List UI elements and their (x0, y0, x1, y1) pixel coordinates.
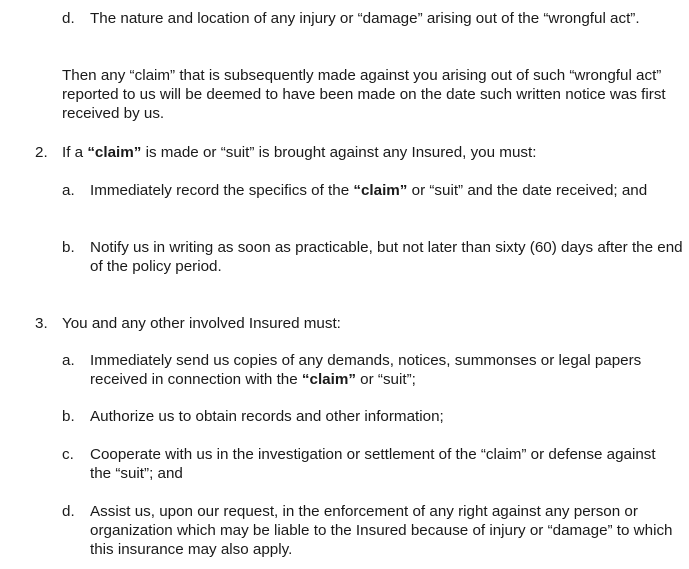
list-marker: d. (62, 503, 75, 520)
list-marker: 2. (35, 144, 48, 161)
text-run: or “suit” and the date received; and (407, 182, 648, 199)
list-item-text: Notify us in writing as soon as practicable, but not later than sixty (60) days after the end of the policy period. (90, 239, 683, 275)
list-marker: 3. (35, 315, 48, 332)
claim-term: “claim” (87, 144, 142, 161)
text-run: or “suit”; (355, 371, 416, 388)
list-item-text: You and any other involved Insured must: (62, 315, 341, 332)
paragraph-then-claim: Then any “claim” that is subsequently made against you arising out of such “wrongful act” reported to us will be deemed to have been made on the date such written notice was first received by us. (62, 67, 666, 122)
list-item-text: Assist us, upon our request, in the enforcement of any right against any person or organization which may be liable to the Insured because of injury or “damage” to which this insurance may also apply. (90, 503, 673, 558)
list-item-text: Authorize us to obtain records and other information; (90, 408, 444, 425)
text-run: If a (62, 144, 88, 161)
list-marker: a. (62, 182, 75, 199)
claim-term: “claim” (301, 371, 356, 388)
list-marker: b. (62, 408, 75, 425)
text-run: Immediately send us copies of any demands, notices, summonses or legal papers received in connection with the (90, 352, 642, 388)
list-item-text (90, 351, 645, 389)
list-item-text: The nature and location of any injury or “damage” arising out of the “wrongful act”. (90, 10, 640, 27)
list-marker: a. (62, 352, 75, 369)
text-run: Immediately record the specifics of the (90, 182, 354, 199)
text-run: is made or “suit” is brought against any Insured, you must: (141, 144, 537, 161)
list-marker: c. (62, 446, 74, 463)
claim-term: “claim” (353, 182, 408, 199)
list-item-text (90, 181, 668, 200)
list-item-text (62, 143, 682, 162)
list-marker: d. (62, 10, 75, 27)
list-marker: b. (62, 239, 75, 256)
list-item-text: Cooperate with us in the investigation or settlement of the “claim” or defense against the “suit”; and (90, 446, 656, 482)
